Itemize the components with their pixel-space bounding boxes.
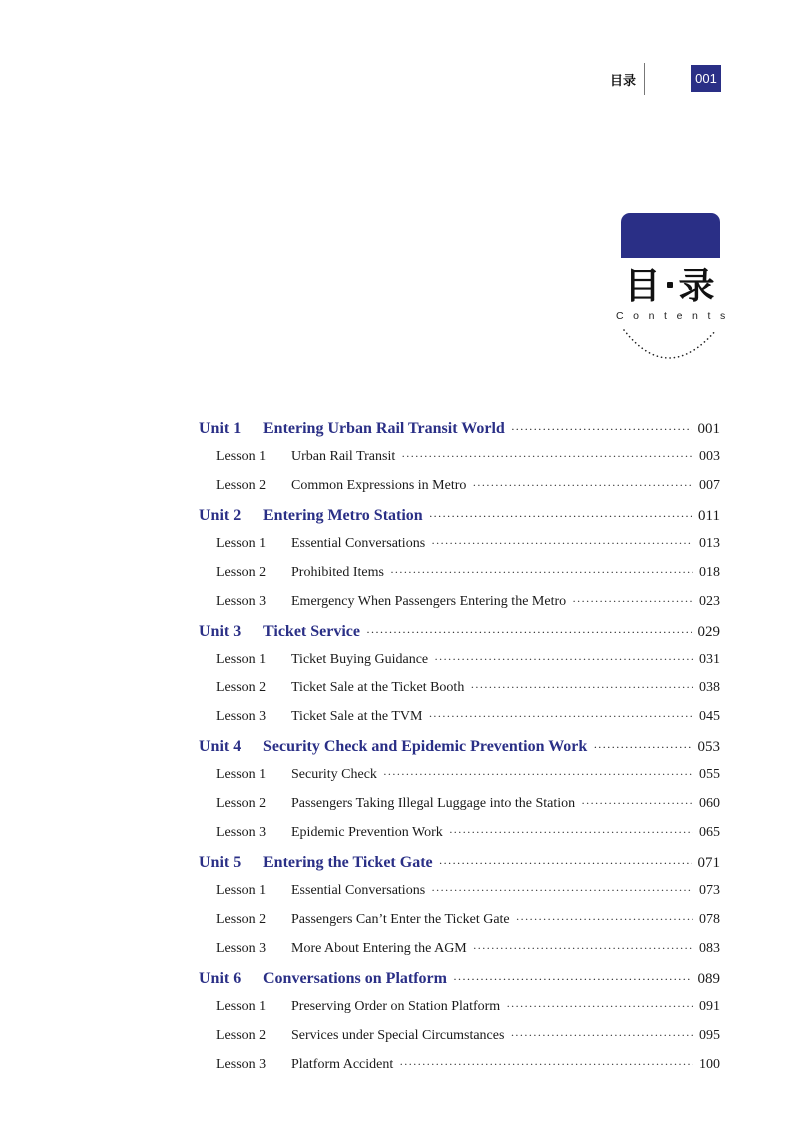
toc-entry-number: Lesson 1 <box>216 998 267 1014</box>
toc-entry-number: Lesson 3 <box>216 940 267 956</box>
toc-dot-leader <box>516 912 693 927</box>
toc-entry-page: 091 <box>699 998 720 1014</box>
toc-dot-leader <box>434 652 693 667</box>
toc-unit-row[interactable] <box>199 970 720 999</box>
toc-entry-number: Lesson 2 <box>216 911 267 927</box>
toc-dot-leader <box>431 883 693 898</box>
toc-entry-title: Preserving Order on Station Platform <box>291 998 501 1014</box>
toc-unit-row[interactable] <box>199 507 720 536</box>
toc-entry-title: Ticket Sale at the Ticket Booth <box>291 680 465 696</box>
toc-entry-number: Unit 3 <box>199 622 242 640</box>
toc-entry-page: 053 <box>697 739 720 756</box>
toc-lesson-row[interactable] <box>199 652 720 681</box>
toc-entry-number: Lesson 2 <box>216 680 267 696</box>
toc-entry-title: Ticket Service <box>263 622 361 640</box>
toc-entry-page: 013 <box>699 535 720 551</box>
toc-dot-leader <box>572 594 693 609</box>
toc-entry-title: Security Check <box>291 767 377 783</box>
toc-entry-number: Lesson 1 <box>216 651 267 667</box>
toc-entry-number: Lesson 3 <box>216 593 267 609</box>
toc-lesson-row[interactable] <box>199 767 720 796</box>
toc-entry-page: 060 <box>699 796 720 812</box>
toc-lesson-row[interactable] <box>199 941 720 970</box>
toc-entry-page: 078 <box>699 911 720 927</box>
toc-entry-number: Lesson 1 <box>216 767 267 783</box>
toc-dot-leader <box>472 478 693 493</box>
page-number-badge: 001 <box>691 65 721 92</box>
toc-lesson-row[interactable] <box>199 912 720 941</box>
toc-entry-number: Lesson 2 <box>216 477 267 493</box>
toc-dot-leader <box>431 536 693 551</box>
toc-dot-leader <box>506 999 693 1014</box>
toc-entry-number: Lesson 3 <box>216 825 267 841</box>
toc-dot-leader <box>439 856 692 871</box>
toc-dot-leader <box>390 565 693 580</box>
toc-dot-leader <box>399 1057 693 1072</box>
toc-entry-number: Lesson 2 <box>216 796 267 812</box>
toc-dot-leader <box>429 509 692 524</box>
toc-entry-number: Unit 1 <box>199 420 242 437</box>
toc-entry-number: Unit 5 <box>199 854 242 872</box>
toc-entry-number: Lesson 3 <box>216 1056 267 1072</box>
toc-entry-page: 023 <box>699 593 720 609</box>
toc-entry-page: 003 <box>699 448 720 464</box>
toc-lesson-row[interactable] <box>199 478 720 507</box>
toc-lesson-row[interactable] <box>199 565 720 594</box>
toc-entry-title: Services under Special Circumstances <box>291 1027 505 1043</box>
toc-entry-number: Unit 2 <box>199 506 242 524</box>
toc-entry-number: Lesson 1 <box>216 535 267 551</box>
toc-dot-leader <box>593 740 691 755</box>
toc-dot-leader <box>510 1028 693 1043</box>
toc-dot-leader <box>511 422 692 437</box>
contents-title-left: 目 <box>624 266 661 307</box>
toc-dot-leader <box>449 825 693 840</box>
toc-entry-title: Passengers Can’t Enter the Ticket Gate <box>291 911 510 927</box>
header-divider <box>644 63 645 95</box>
toc-entry-number: Unit 6 <box>199 969 242 987</box>
toc-entry-title: Prohibited Items <box>291 564 384 580</box>
toc-list <box>199 420 720 1086</box>
toc-entry-title: Entering Urban Rail Transit World <box>263 420 505 437</box>
toc-entry-title: Urban Rail Transit <box>291 448 396 464</box>
toc-lesson-row[interactable] <box>199 680 720 709</box>
toc-entry-title: Ticket Buying Guidance <box>291 651 429 667</box>
toc-entry-title: Epidemic Prevention Work <box>291 825 443 841</box>
toc-dot-leader <box>470 680 693 695</box>
contents-subtitle: Contents <box>616 310 735 322</box>
toc-entry-title: Emergency When Passengers Entering the Metro <box>291 593 567 609</box>
toc-lesson-row[interactable] <box>199 796 720 825</box>
toc-entry-page: 071 <box>697 855 720 872</box>
toc-dot-leader <box>473 941 693 956</box>
toc-entry-page: 007 <box>699 477 720 493</box>
toc-entry-title: Passengers Taking Illegal Luggage into the Station <box>291 796 576 812</box>
toc-entry-page: 065 <box>699 825 720 841</box>
toc-lesson-row[interactable] <box>199 709 720 738</box>
toc-entry-title: Essential Conversations <box>291 535 426 551</box>
toc-lesson-row[interactable] <box>199 449 720 478</box>
toc-entry-page: 055 <box>699 767 720 783</box>
dotted-arc-ornament <box>620 320 720 368</box>
toc-entry-page: 001 <box>697 421 720 437</box>
toc-entry-title: Essential Conversations <box>291 883 426 898</box>
toc-entry-title: Entering Metro Station <box>263 506 423 524</box>
toc-entry-number: Lesson 2 <box>216 1027 267 1043</box>
toc-entry-number: Lesson 1 <box>216 883 267 898</box>
toc-entry-page: 045 <box>699 709 720 725</box>
toc-dot-leader <box>428 709 693 724</box>
toc-entry-page: 029 <box>697 623 720 640</box>
toc-entry-page: 031 <box>699 651 720 667</box>
toc-entry-page: 083 <box>699 940 720 956</box>
toc-dot-leader <box>453 972 692 987</box>
toc-entry-page: 011 <box>698 507 720 524</box>
toc-entry-title: Common Expressions in Metro <box>291 477 467 493</box>
toc-entry-number: Lesson 1 <box>216 448 267 464</box>
toc-entry-title: Platform Accident <box>291 1056 394 1072</box>
contents-title-right: 录 <box>678 266 715 307</box>
contents-title <box>612 264 727 310</box>
toc-dot-leader <box>401 449 693 464</box>
title-tab-block <box>621 213 720 258</box>
toc-lesson-row[interactable] <box>199 883 720 912</box>
toc-lesson-row[interactable] <box>199 1057 720 1086</box>
header-section-title: 目录 <box>609 74 636 89</box>
toc-entry-title: More About Entering the AGM <box>291 940 467 956</box>
toc-entry-page: 018 <box>699 564 720 580</box>
toc-entry-title: Entering the Ticket Gate <box>263 854 433 872</box>
toc-entry-title: Ticket Sale at the TVM <box>291 709 423 725</box>
toc-entry-number: Unit 4 <box>199 738 242 756</box>
toc-entry-title: Security Check and Epidemic Prevention Work <box>263 738 588 756</box>
toc-lesson-row[interactable] <box>199 999 720 1028</box>
toc-entry-title: Conversations on Platform <box>263 969 447 987</box>
title-separator-dot <box>667 282 673 288</box>
toc-dot-leader <box>581 796 693 811</box>
toc-entry-page: 089 <box>697 970 720 987</box>
toc-lesson-row[interactable] <box>199 594 720 623</box>
toc-unit-row[interactable] <box>199 738 720 767</box>
toc-unit-row[interactable] <box>199 623 720 652</box>
toc-entry-page: 073 <box>699 883 720 898</box>
toc-lesson-row[interactable] <box>199 825 720 854</box>
toc-dot-leader <box>366 625 691 640</box>
toc-lesson-row[interactable] <box>199 536 720 565</box>
toc-unit-row[interactable] <box>199 420 720 449</box>
toc-entry-number: Lesson 3 <box>216 709 267 725</box>
toc-entry-page: 100 <box>699 1056 720 1072</box>
toc-lesson-row[interactable] <box>199 1028 720 1057</box>
toc-entry-page: 095 <box>699 1027 720 1043</box>
toc-dot-leader <box>383 767 693 782</box>
toc-entry-number: Lesson 2 <box>216 564 267 580</box>
toc-entry-page: 038 <box>699 680 720 696</box>
toc-unit-row[interactable] <box>199 854 720 883</box>
